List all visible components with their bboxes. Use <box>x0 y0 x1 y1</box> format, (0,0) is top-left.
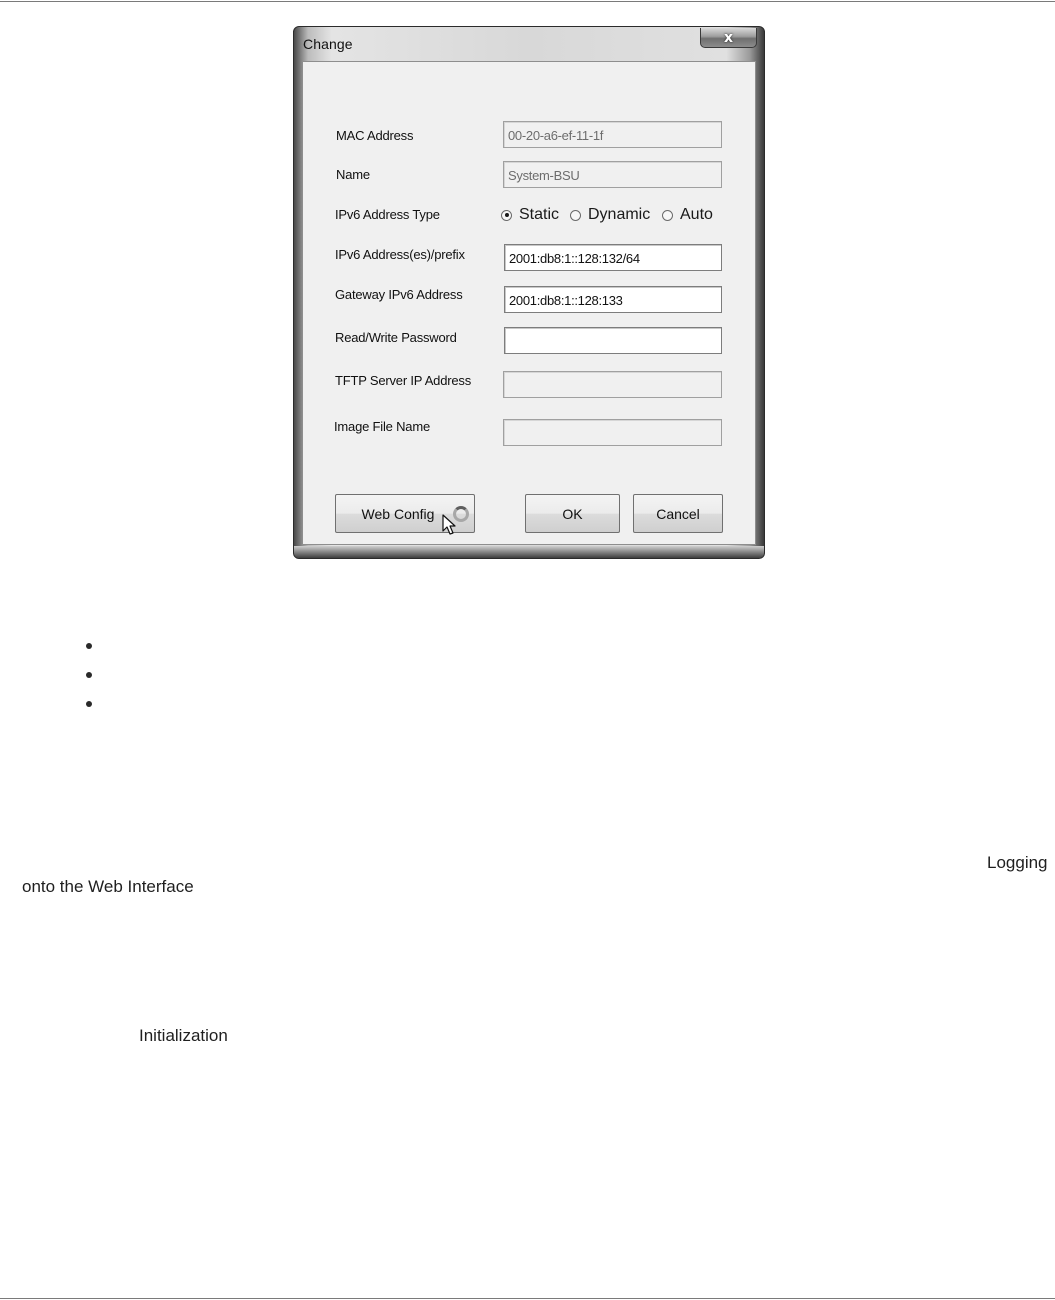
ok-label: OK <box>562 505 583 522</box>
radio-auto-indicator <box>662 210 673 221</box>
change-dialog <box>293 26 765 559</box>
password-field[interactable] <box>504 327 722 354</box>
gateway-ipv6-label: Gateway IPv6 Address <box>335 287 463 302</box>
bullet-point-3 <box>86 701 92 707</box>
bullet-point-1 <box>86 643 92 649</box>
dialog-client-area <box>302 61 756 545</box>
bullet-point-2 <box>86 672 92 678</box>
radio-dynamic-label: Dynamic <box>588 206 651 223</box>
ipv6-address-label: IPv6 Address(es)/prefix <box>335 247 465 262</box>
image-file-field <box>503 419 722 446</box>
ipv6-address-type-label: IPv6 Address Type <box>335 207 440 222</box>
gateway-ipv6-field[interactable] <box>504 286 722 313</box>
initialization-link[interactable]: Initialization <box>139 1026 228 1045</box>
cancel-button[interactable] <box>633 494 723 533</box>
dialog-title-bar[interactable] <box>294 27 764 61</box>
mac-address-label: MAC Address <box>336 128 414 143</box>
image-file-label: Image File Name <box>334 419 430 434</box>
tftp-server-field <box>503 371 722 398</box>
logging-link-part2[interactable]: onto the Web Interface <box>22 877 194 896</box>
radio-auto-label: Auto <box>680 206 713 223</box>
radio-static-indicator <box>501 210 512 221</box>
radio-static-label: Static <box>519 206 560 223</box>
close-icon: x <box>723 29 734 46</box>
page-bottom-rule <box>0 1298 1055 1299</box>
name-label: Name <box>336 167 370 182</box>
radio-dynamic[interactable] <box>570 206 650 224</box>
radio-auto[interactable] <box>662 206 713 224</box>
radio-dynamic-indicator <box>570 210 581 221</box>
password-label: Read/Write Password <box>335 330 457 345</box>
web-config-label: Web Config <box>361 505 435 522</box>
page-top-rule <box>0 1 1055 2</box>
name-field[interactable] <box>503 161 722 188</box>
mouse-pointer-icon <box>442 514 458 536</box>
ok-button[interactable] <box>525 494 620 533</box>
ipv6-address-field[interactable] <box>504 244 722 271</box>
radio-static[interactable] <box>501 206 559 224</box>
mac-address-field[interactable] <box>503 121 722 148</box>
close-button[interactable] <box>700 28 757 48</box>
dialog-title: Change <box>303 36 353 52</box>
logging-link-part1[interactable]: Logging <box>987 853 1048 872</box>
tftp-server-label: TFTP Server IP Address <box>335 373 472 388</box>
cancel-label: Cancel <box>656 505 700 522</box>
